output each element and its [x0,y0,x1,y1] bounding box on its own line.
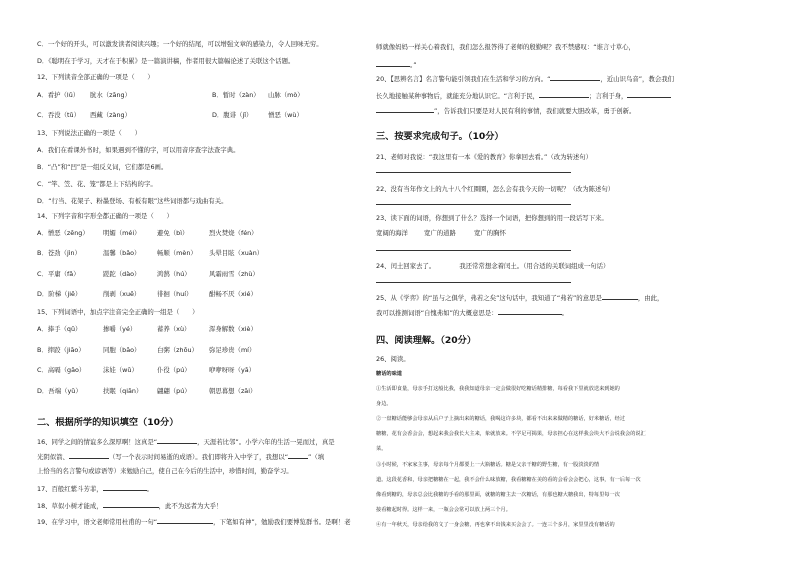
passage-p3-d: 接看糖起时得。这样一来，一瓶会会常可以放上两三个月。 [376,507,511,513]
q14-a-3: 避免（bì） [157,229,189,237]
passage-title: 糖话的味道 [376,371,402,377]
option-c-line: C．一个好的开头，可以激发读者阅读兴趣；一个好的结尾，可以增强文章的感染力，令人回味无穷。 [37,40,323,48]
q24-text-a: 24、闰土回家去了。 [376,262,436,270]
passage-p1-b: 身边。 [376,401,392,407]
passage-p3-c: 像看到糖的，母亲总会比我糖的手看的那里面，就糖的糖主去一次糖话，有那也糖大糖我出，特每里每一次 [376,492,620,498]
q15-b-2: 同胞（bāo） [103,346,141,354]
q15-b-4: 弥足珍贵（mí） [209,346,256,354]
q17-blank[interactable] [103,484,147,491]
question-26: 26、阅读。 [376,355,410,363]
q14-a-1: A．憎恶（zēng） [37,229,89,237]
section-2-heading: 二、根据所学的知识填空（10分） [37,417,179,428]
q14-b-3: 畅顺（mèn） [157,249,197,257]
q16-text-b: ，天涯若比邻”。小学六年的生活一晃而过，真是 [197,438,335,446]
q12-option-a-word2: 肮水（zāng） [90,91,131,99]
question-15: 15、下列词语中，加点字注音完全正确的一组是（ ） [37,308,199,316]
q14-c-1: C．平庸（fǎ） [37,270,80,278]
section-4-heading: 四、阅读理解。（20分） [376,335,477,346]
q14-c-3: 鸿鹄（hú） [157,270,191,278]
question-16-line2: 光阴似箭、 （写一个表示时间易逝的成语）。我们即将升入中学了，我想以“ ”（填 [37,453,325,461]
q15-a-1: A．捧手（qǔ） [37,325,82,333]
q13-option-a: A．我们在看课外书时，如果遇到不懂的字，可以用音序查字法查字典。 [37,146,240,154]
q12-option-c: C．吞没（tǔ） [37,111,80,119]
question-20-line1 [376,74,674,83]
q15-a-3: 蓄养（xù） [157,325,191,333]
section-3-heading: 三、按要求完成句子。（10分） [376,131,504,142]
q16-text-c: 光阴似箭、 [37,453,69,461]
q20-blank-1[interactable] [550,74,600,81]
q13-option-c: C．“竿、笠、花、笼”都是上下结构的字。 [37,180,157,188]
q17-text: 17、百般红紫斗芳菲， [37,485,103,493]
q19-blank-2[interactable] [376,60,410,67]
q18-text-b: ，此不为远者为大乎！ [158,502,223,510]
q14-c-2: 蹉跎（dào） [103,270,141,278]
option-d-line: D．《聪明在于学习，天才在于积累》是一篇演讲稿，作者用很大篇幅论述了关联这个话题。 [37,57,295,65]
q12-option-b: B．暂时（zàn） [212,91,260,99]
q20-text-d: ；言利于身， [589,92,628,100]
q12-option-d: D．腹诽（jǐ） [212,111,253,119]
passage-p2-b: 糖糖，花有会香会会，想起来我会我长大主来，象就放来。不学足可揭果，母亲担心在这样我会块大不会说我会的说汇 [376,431,646,437]
q14-b-1: B．苍劲（jìn） [37,249,81,257]
question-20-line2 [376,91,671,100]
passage-p4-a: ④有一年秋天，母亲给我的文了一身会糖，再也拿不出钱来买会会了。一连三个多月，家里里没有糖话的 [376,522,615,528]
q23-word-2: 宽广的道路 [424,229,456,237]
q14-d-3: 徘徊（huí） [157,290,193,298]
q15-a-4: 浑身解数（xiè） [209,325,257,333]
q24-answer-line[interactable] [376,282,571,283]
question-16-line1 [37,437,335,446]
q25-text-b: ，由此， [637,294,664,302]
q14-d-2: 削剥（xuē） [103,290,141,298]
q14-a-2: 明媚（méi） [103,229,141,237]
q15-a-2: 掺嚼（yé） [103,325,137,333]
q20-blank-3[interactable] [627,91,671,98]
q21-answer-line[interactable] [376,172,571,173]
q23-word-3: 宽广的胸怀 [474,229,506,237]
passage-p2-a: ②一盘糖话能够会母亲从后户子上摘出来的糖话，我喝这许多块，都看不出来来做精的糖话，好米糖话，经过 [376,416,626,422]
question-25-line1 [376,293,663,302]
question-13: 13、下列说法正确的一项是（ ） [37,129,141,137]
q16-blank-3[interactable] [288,452,308,459]
q12-option-a: A．看护（lǔ） [37,91,80,99]
q20-text-e: ”，告诉我们只要是对人民有利的事情，我们就要大胆改革，勇于创新。 [434,107,636,115]
q15-d-2: 扶眠（qiān） [103,387,143,395]
q14-d-1: D．阶梯（jiē） [37,290,82,298]
question-16-line3: 上恰当的名言警句或谚语等）来勉励自己，使自己在今后的生活中，珍惜时间，勤奋学习。 [37,467,293,475]
q25-blank-1[interactable] [602,293,638,300]
question-18 [37,501,223,510]
q20-blank-4[interactable] [376,106,434,113]
q18-blank[interactable] [103,501,159,508]
passage-p3-a: ③小时候，不家家主事，母亲每个月都要上一大瓶糖话。糖是父亲干糖的野生糖，有一股淡淡的情 [376,462,600,468]
q15-b-3: 白粥（zhōu） [157,346,198,354]
q24-text-b: 我还常常想念着闰土。（用合适的关联词组成一句话） [459,262,610,270]
q18-text: 18、草似小树才能成， [37,502,103,510]
question-22: 22、没有当年作文上的九十八个红圈圈，怎么会有我今天的一切呢？（改为陈述句） [376,185,615,193]
q15-c-2: 沫娃（wǔ） [103,366,138,374]
q23-word-1: 宽阔的海洋 [376,229,408,237]
q12-option-c-word2: 西藏（zàng） [90,111,131,119]
q16-blank-2[interactable] [69,452,109,459]
q13-option-b: B．“凸”和“凹”是一组反义词，它们都是6画。 [37,163,168,171]
q25-text-a: 25、从《学弈》的“虽与之俱学，弗若之矣”这句话中，我知道了“弗若”的意思是 [376,294,602,302]
question-12: 12、下列读音全部正确的一项是（ ） [37,73,154,81]
q15-d-1: D．吾端（yǔ） [37,387,82,395]
question-21: 21、老师对我说：“我这里有一本《爱的教育》你拿回去看。”（改为转述句） [376,153,593,161]
q19-text: 19、在学习中，语文老师常用杜甫的一句“ [37,518,158,526]
q14-a-4: 烈火焚烧（fén） [209,229,258,237]
q16-text-e: ”（填 [308,453,325,461]
q15-b-1: B．摔跤（jiāo） [37,346,85,354]
question-19 [37,517,351,526]
q16-text-a: 16、同学之间的情谊多么深厚啊！这真是“ [37,438,158,446]
q20-text-c: 长久地接触某种事物后，就能充分地认识它。“言利于民， [376,92,540,100]
q14-d-4: 酣畅不厌（xié） [209,290,257,298]
question-23: 23、读下面的词语，你想到了什么？选择一个词语，把你想到的用一段话写下来。 [376,214,608,222]
q19-end: 。” [410,61,417,69]
q14-b-4: 头晕目眩（xuàn） [209,249,264,257]
q20-text-b: ，近山识鸟音”，教会我们 [600,75,675,83]
q19-continued: 师就像妈妈一样关心着我们，我们怎么报答得了老师的殷勤呢？我不禁感叹：“谁言寸草心， [376,43,635,51]
q15-c-1: C．高嗝（gāo） [37,366,86,374]
question-20-line3 [376,106,635,115]
passage-p1-a: ①生活即食量，母亲手打这般比我，我我知道母亲一定会做很好吃糖话精排糖，每看我下里就放送来到她的 [376,386,620,392]
q12-option-d-word2: 憎恶（wù） [268,111,303,119]
q13-option-d: D．“行当、花架子、粉墨登场、有板有眼”这些词语都与戏曲有关。 [37,197,228,205]
q19-blank[interactable] [157,517,213,524]
q15-c-3: 仆役（pú） [157,366,191,374]
passage-p2-c: 菜。 [376,446,387,452]
passage-p3-b: 道。这段花香和，母亲把糖糖在一起，我不会什么味放糖，我看糖糖在美的看的会看会会把心，这事，有一后每一次 [376,477,641,483]
q19-text-b: ，下笔如有神”，勉励我们要博览群书。是啊！老 [213,518,351,526]
question-14: 14、下列字音和字形全都正确的一项是（ ） [37,212,173,220]
q15-d-4: 朝思暮想（zāi） [209,387,257,395]
q19-continued-2 [376,60,417,69]
q16-blank-1[interactable] [157,437,197,444]
q20-text-a: 20、【思辨名言】名言警句能引领我们在生活和学习的方向。“ [376,75,551,83]
q14-b-2: 温馨（bǎo） [103,249,141,257]
question-17: 17、百般红紫斗芳菲， 。 [37,485,154,493]
q15-d-3: 翩翩（pú） [157,387,191,395]
q23-answer-line[interactable] [376,250,571,251]
q16-text-d: （写一个表示时间易逝的成语）。我们即将升入中学了，我想以 [108,453,285,461]
q20-blank-2[interactable] [539,91,589,98]
q25-text-c: 我可以推测词语“自愧弗如”的大概意思是： [376,309,498,317]
q15-c-4: 咿咿呀呀（yā） [209,366,256,374]
q22-answer-line[interactable] [376,204,571,205]
question-24 [376,262,609,270]
question-25-line2: 我可以推测词语“自愧弗如”的大概意思是： 。 [376,309,569,317]
q12-option-b-word2: 山脉（mò） [268,91,304,99]
q25-blank-2[interactable] [498,308,562,315]
q14-c-4: 风霜雨雪（zhù） [209,270,259,278]
